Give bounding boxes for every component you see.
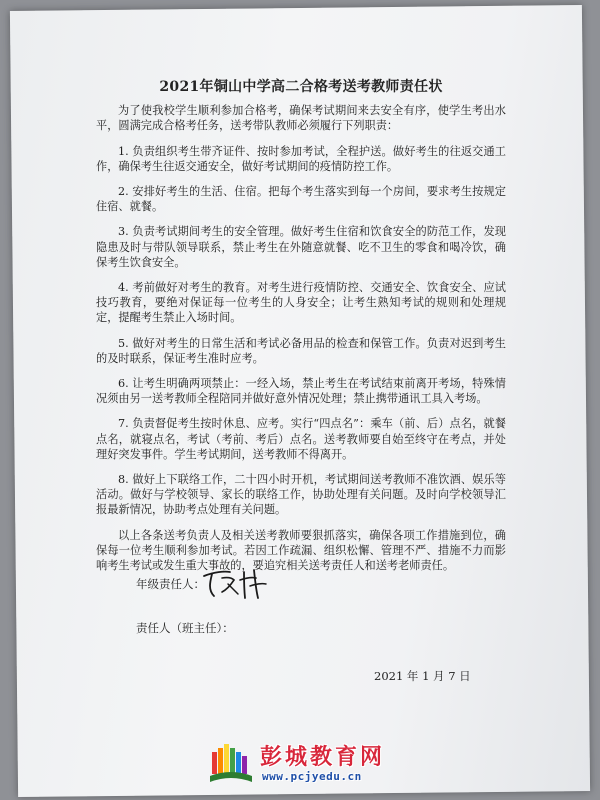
paragraph-item-2: 2. 安排好考生的生活、住宿。把每个考生落实到每一个房间，要求考生按规定住宿、就餐。 <box>96 185 506 214</box>
paragraph-item-1: 1. 负责组织考生带齐证件、按时参加考试，全程护送。做好考生的往返交通工作，确保考生往返交通安全，做好考试期间的疫情防控工作。 <box>96 144 506 173</box>
paragraph-item-4: 4. 考前做好对考生的教育。对考生进行疫情防控、交通安全、饮食安全、应试技巧教育，要绝对保证每一位考生的人身安全；让考生熟知考试的规则和处理规定，提醒考生禁止入场时间。 <box>96 281 506 325</box>
grade-responsible-label: 年级责任人： <box>136 577 205 591</box>
site-watermark <box>208 740 408 792</box>
book-logo-icon <box>208 742 254 788</box>
watermark-site-url: www.pcjyedu.cn <box>262 770 362 783</box>
paragraph-intro: 为了使我校学生顺利参加合格考，确保考试期间来去安全有序，使学生考出水平，圆满完成合格考任务，送考带队教师必须履行下列职责： <box>96 104 506 133</box>
paragraph-item-5: 5. 做好对考生的日常生活和考试必备用品的检查和保管工作。负责对迟到考生的及时联系，保证考生准时应考。 <box>96 336 506 365</box>
paragraph-item-8: 8. 做好上下联络工作，二十四小时开机，考试期间送考教师不准饮酒、娱乐等活动。做好与学校领导、家长的联络工作，协助处理有关问题。及时向学校领导汇报最新情况，协助考点处理有关问题。 <box>96 473 506 517</box>
class-responsible-row <box>136 610 496 654</box>
document-body <box>96 80 506 583</box>
document-title: 2021年铜山中学高二合格考送考教师责任状 <box>159 79 443 95</box>
signature-block <box>136 566 496 654</box>
document-date: 2021 年 1 月 7 日 <box>374 669 471 683</box>
paragraph-item-3: 3. 负责考试期间考生的安全管理。做好考生住宿和饮食安全的防范工作，发现隐患及时与带队领导联系，禁止考生在外随意就餐、吃不卫生的零食和喝冷饮，确保考生饮食安全。 <box>96 225 506 269</box>
watermark-site-name: 彭城教育网 <box>260 745 386 770</box>
paragraph-item-6: 6. 让考生明确两项禁止：一经入场，禁止考生在考试结束前离开考场，特殊情况须由另一送考教师全程陪同并做好意外情况处理；禁止携带通讯工具入考场。 <box>96 377 506 406</box>
grade-responsible-row <box>136 566 496 610</box>
class-responsible-label: 责任人（班主任）： <box>136 621 234 635</box>
paragraph-item-7: 7. 负责督促考生按时休息、应考。实行“四点名”：乘车（前、后）点名，就餐点名，就寝点名，考试（考前、考后）点名。送考教师要自始至终守在考点，并处理好突发事件。学生考试期间，送考教师不得离开。 <box>96 417 506 461</box>
paragraph-closing: 以上各条送考负责人及相关送考教师要狠抓落实，确保各项工作措施到位，确保每一位考生顺利参加考试。若因工作疏漏、组织松懈、管理不严、措施不力而影响考生考试或发生重大事故的，要追究相关送考责任人和送考老师责任。 <box>96 528 506 573</box>
handwritten-signature <box>200 562 272 602</box>
